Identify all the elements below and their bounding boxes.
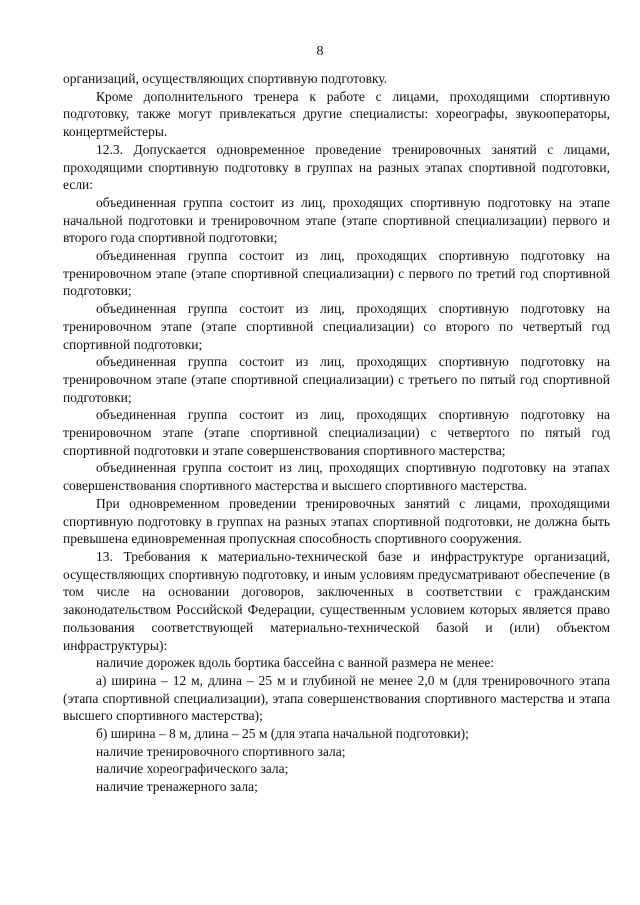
paragraph: б) ширина – 8 м, длина – 25 м (для этапа начальной подготовки);: [96, 726, 469, 742]
paragraph: наличие тренажерного зала;: [96, 779, 258, 795]
page-number: 8: [316, 44, 324, 59]
paragraph: а) ширина – 12 м, длина – 25 м и глубиной не менее 2,0 м (для тренировочного этапа (этапа спортивной специализации), этапа совершенствования спортивного мастерства и этапа высшего спортивного мастерства);: [63, 672, 610, 724]
paragraph: наличие хореографического зала;: [96, 761, 289, 777]
paragraph: объединенная группа состоит из лиц, проходящих спортивную подготовку на этапах совершенствования спортивного мастерства и высшего спортивного мастерства.: [63, 460, 610, 494]
paragraph: организаций, осуществляющих спортивную подготовку.: [63, 71, 388, 86]
paragraph: 13. Требования к материально-технической базе и инфраструктуре организаций, осуществляющих спортивную подготовку, и иным условиям предусматривают обеспечение (в том числе на основании договоров, заключенных в соответствии с гражданским законодательством Российской Федерации, существенным условием которых является право пользования соответствующей материально-технической базой и (или) объектом инфраструктуры):: [63, 548, 610, 653]
paragraph: наличие тренировочного спортивного зала;: [96, 743, 346, 759]
paragraph: объединенная группа состоит из лиц, проходящих спортивную подготовку на тренировочном этапе (этапе спортивной специализации) со второго по четвертый год спортивной подготовки;: [63, 301, 610, 352]
paragraph: 12.3. Допускается одновременное проведение тренировочных занятий с лицами, проходящими спортивную подготовку в группах на разных этапах спортивной подготовки, если:: [63, 141, 610, 193]
paragraph: объединенная группа состоит из лиц, проходящих спортивную подготовку на этапе начальной подготовки и тренировочном этапе (этапе спортивной специализации) первого и второго года спортивной подготовки;: [63, 194, 610, 246]
paragraph: объединенная группа состоит из лиц, проходящих спортивную подготовку на тренировочном этапе (этапе спортивной специализации) с третьего по пятый год спортивной подготовки;: [63, 354, 610, 405]
paragraph: объединенная группа состоит из лиц, проходящих спортивную подготовку на тренировочном этапе (этапе спортивной специализации) с первого по третий год спортивной подготовки;: [63, 248, 610, 299]
paragraph: объединенная группа состоит из лиц, проходящих спортивную подготовку на тренировочном этапе (этапе спортивной специализации) с четвертого по пятый год спортивной подготовки и этапе совершенствования спортивного мастерства;: [63, 407, 610, 458]
paragraph: наличие дорожек вдоль бортика бассейна с ванной размера не менее:: [96, 655, 495, 671]
document-body: [63, 70, 610, 796]
paragraph: При одновременном проведении тренировочных занятий с лицами, проходящими спортивную подготовку в группах на разных этапах спортивной подготовки, не должна быть превышена единовременная пропускная способность спортивного сооружения.: [63, 495, 610, 547]
paragraph: Кроме дополнительного тренера к работе с лицами, проходящими спортивную подготовку, также могут привлекаться другие специалисты: хореографы, звукооператоры, концертмейстеры.: [63, 88, 610, 140]
